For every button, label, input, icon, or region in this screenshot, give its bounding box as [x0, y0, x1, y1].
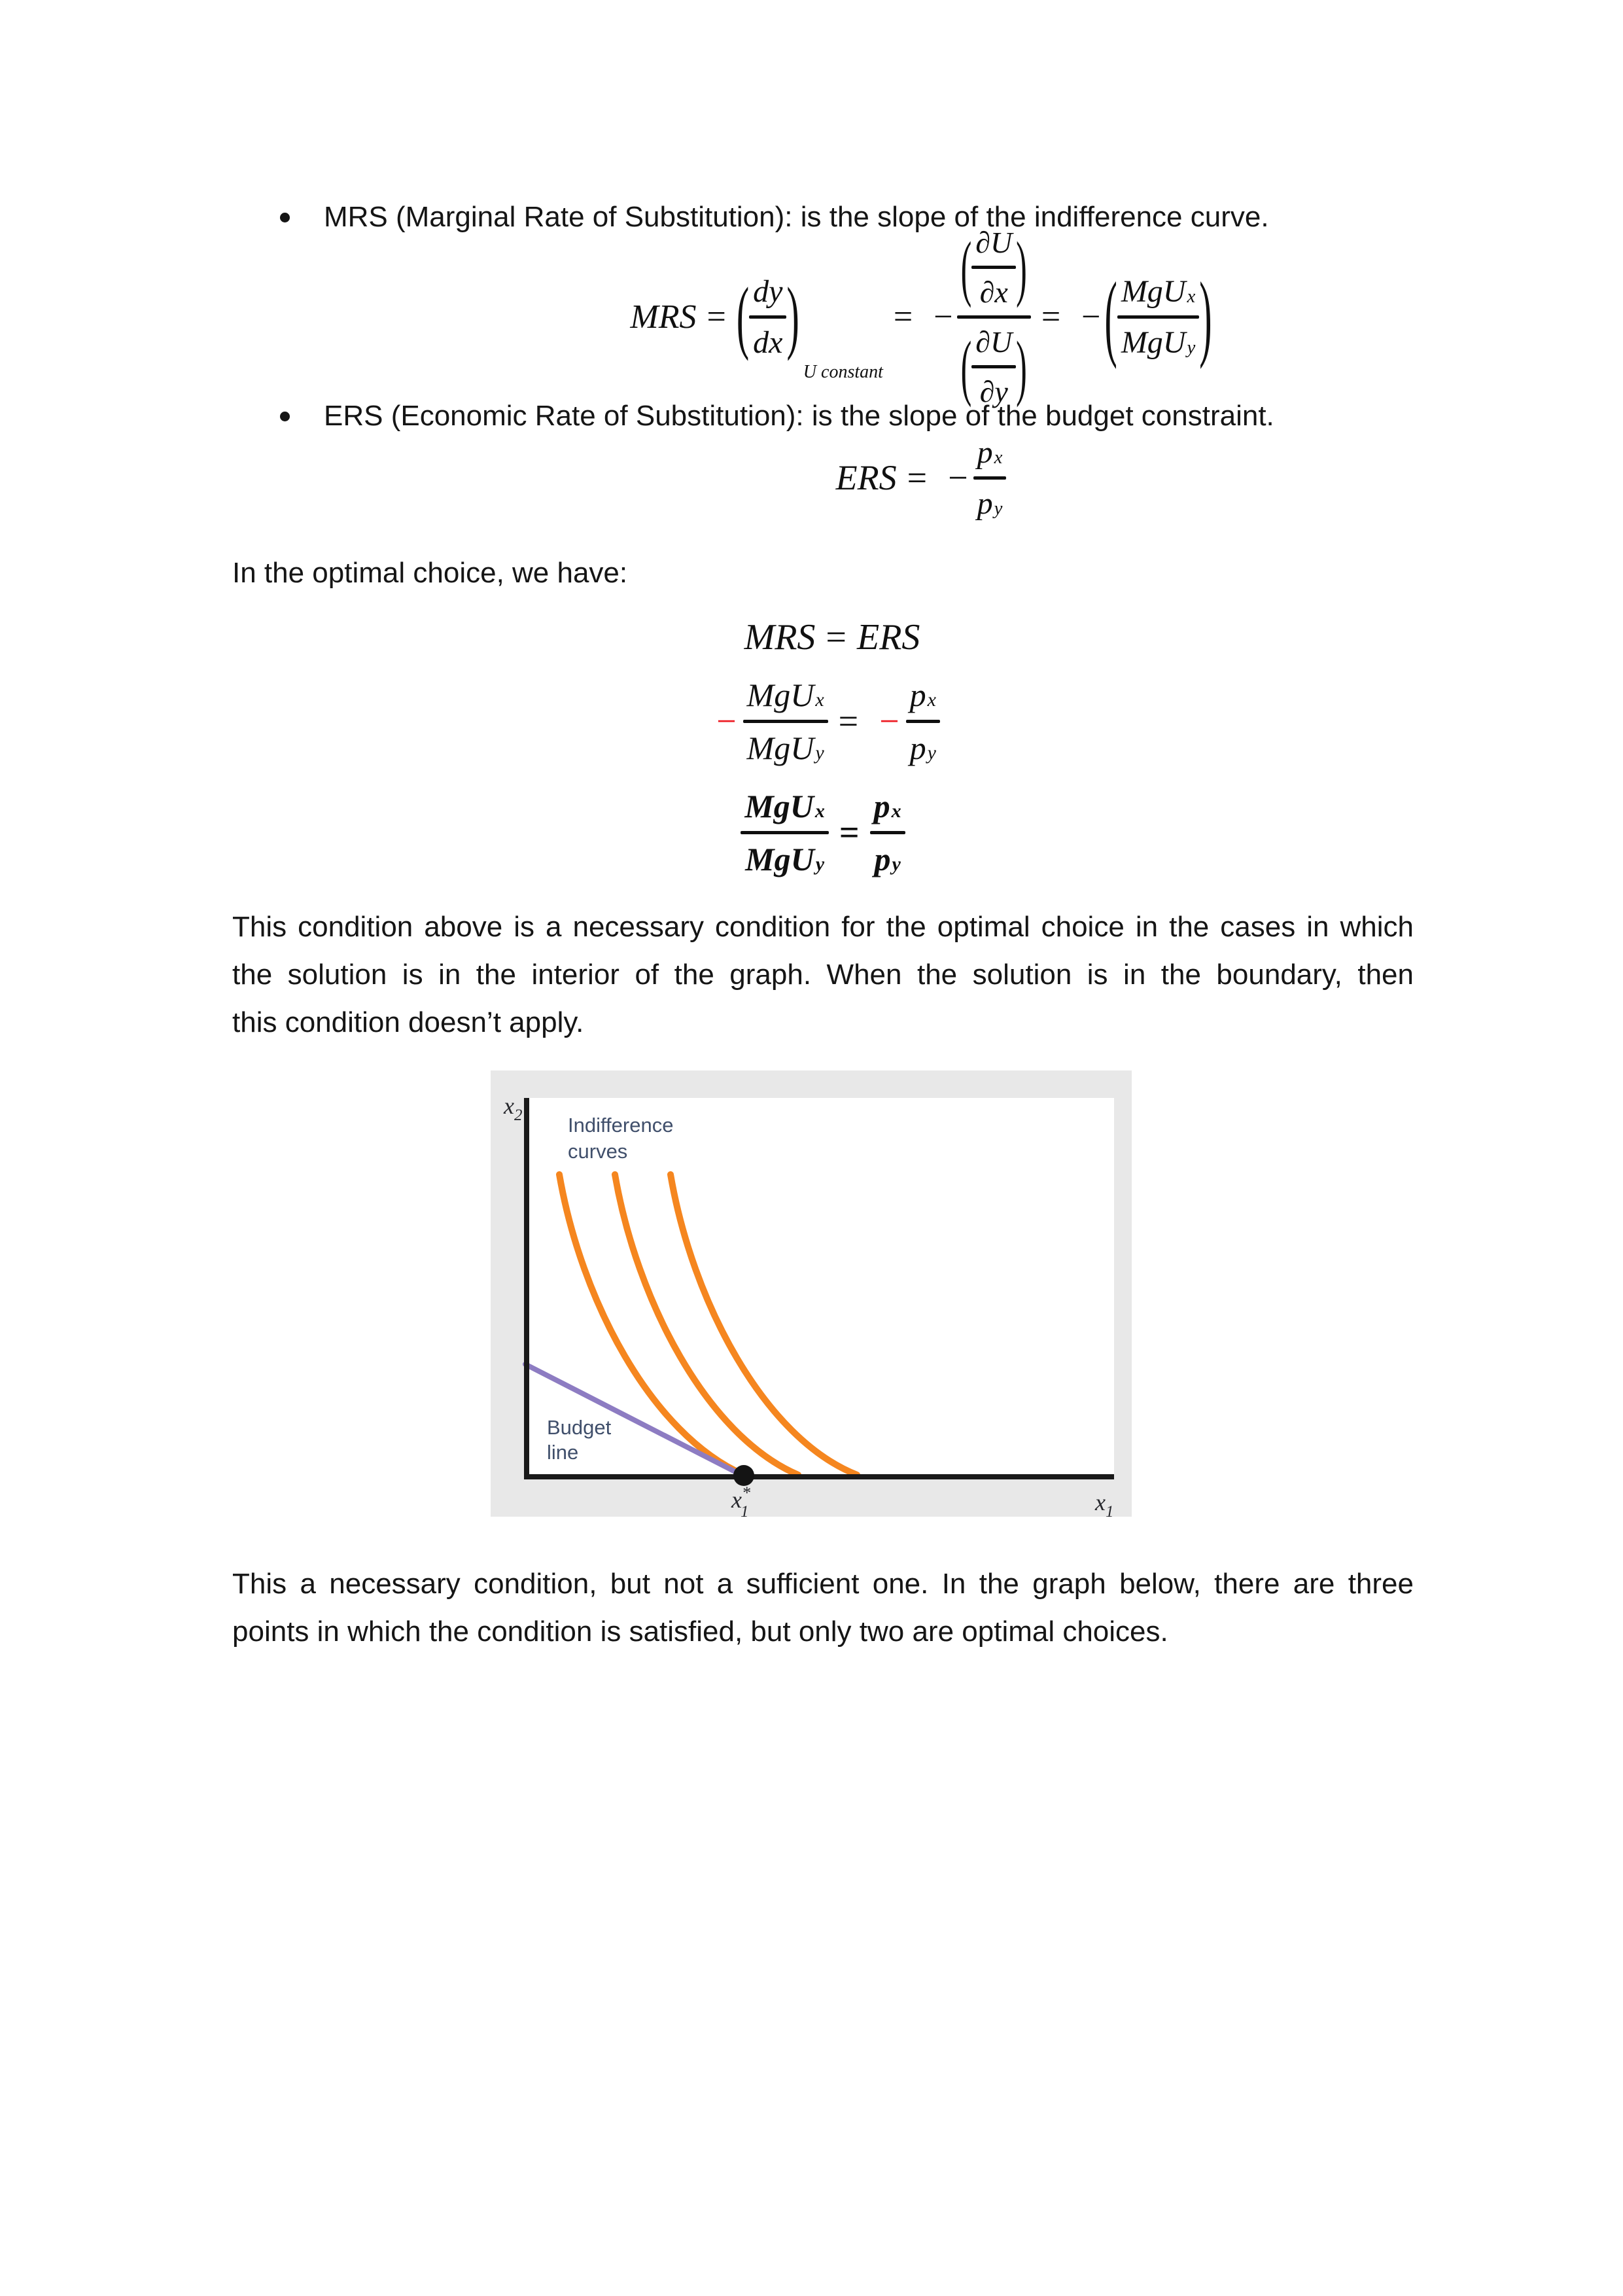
paragraph-line: the solution is in the interior of the graph. When the solution is in the boundary, then — [232, 959, 1414, 991]
math-p: p — [977, 486, 993, 521]
fraction-bar — [971, 266, 1016, 269]
math-ers: ERS — [835, 458, 897, 497]
math-mgu: MgU — [746, 729, 814, 766]
budget-label-line2: line — [547, 1441, 579, 1464]
math-partial-u: ∂U — [975, 325, 1013, 359]
dy-dx-group — [736, 270, 883, 382]
math-dy: dy — [753, 274, 783, 309]
bullet-dot — [280, 213, 290, 222]
math-equals: = — [707, 298, 726, 336]
bullet-item-mrs — [280, 198, 1269, 237]
math-dx: dx — [753, 325, 783, 360]
mgu-fraction: MgU x MgU y — [741, 787, 829, 878]
optimal-label-star: * — [741, 1483, 750, 1502]
y-axis-label-sub: 2 — [514, 1106, 523, 1124]
math-minus-red: − — [879, 701, 899, 741]
mgu-ratio-group — [1104, 261, 1212, 370]
math-mgu: MgU — [745, 840, 814, 877]
mgu-ratio-equation-red — [232, 675, 1414, 767]
fraction-bar — [743, 720, 828, 723]
math-partial-y: ∂y — [979, 374, 1008, 408]
ers-formula — [232, 432, 1512, 523]
x-axis-label-x: x — [1095, 1489, 1106, 1515]
paragraph-necessary-condition — [232, 903, 1414, 1046]
right-paren: ) — [786, 270, 799, 362]
left-paren: ( — [1104, 261, 1117, 370]
budget-line-label-line2 — [547, 1441, 578, 1464]
math-mgu: MgU — [744, 787, 814, 824]
fraction-bar — [749, 315, 786, 319]
indifference-curves-label — [568, 1114, 673, 1137]
right-paren: ) — [1016, 325, 1027, 408]
math-equals: = — [838, 701, 859, 741]
fraction-bar — [971, 365, 1016, 368]
math-mgu: MgU — [1121, 325, 1186, 360]
paragraph-line: points in which the condition is satisfied, but only two are optimal choices. — [232, 1616, 1168, 1648]
math-equals: = — [1041, 298, 1061, 336]
math-equals: = — [839, 813, 860, 852]
math-partial-x: ∂x — [979, 275, 1008, 309]
optimal-label-sub: 1 — [740, 1503, 749, 1517]
optimal-choice-intro: In the optimal choice, we have: — [232, 557, 628, 589]
du-dx-fraction — [971, 225, 1016, 309]
x-axis-label-sub: 1 — [1105, 1503, 1114, 1517]
indifference-label-line1: Indifference — [568, 1114, 674, 1137]
math-p: p — [909, 676, 926, 713]
math-mrs: MRS — [744, 617, 816, 658]
optimal-point-label — [731, 1483, 750, 1517]
optimal-label-x: x — [731, 1487, 742, 1513]
indifference-label-line2: curves — [568, 1140, 628, 1163]
y-axis-label-x: x — [504, 1093, 514, 1119]
bullet-text-mrs: MRS (Marginal Rate of Substitution): is the slope of the indifference curve. — [324, 201, 1269, 233]
paragraph-sufficient-condition — [232, 1560, 1414, 1655]
fraction-bar — [741, 831, 829, 834]
u-constant-subscript: U constant — [803, 361, 883, 382]
indifference-curves-label-line2 — [568, 1140, 627, 1163]
budget-label-line1: Budget — [547, 1416, 612, 1439]
math-equals: = — [826, 617, 847, 658]
px-py-fraction: p x p y — [906, 676, 940, 767]
budget-line-label — [547, 1416, 612, 1439]
math-p: p — [873, 787, 890, 824]
px-py-fraction: p x p y — [870, 787, 905, 878]
math-p: p — [874, 840, 891, 877]
paragraph-line: This condition above is a necessary condition for the optimal choice in the cases in which — [232, 911, 1414, 943]
bullet-dot — [280, 412, 290, 421]
bullet-text-ers: ERS (Economic Rate of Substitution): is the slope of the budget constraint. — [324, 400, 1274, 432]
dy-dx-fraction — [749, 274, 786, 361]
partials-fraction — [957, 225, 1031, 409]
fraction-bar — [906, 720, 940, 723]
px-py-fraction: p x p y — [973, 434, 1007, 521]
fraction-bar — [973, 476, 1007, 480]
math-equals: = — [893, 298, 913, 336]
fraction-bar — [957, 315, 1031, 319]
figure-boundary-optimum — [491, 1070, 1132, 1517]
right-paren: ) — [1199, 261, 1212, 370]
right-paren: ) — [1016, 226, 1027, 308]
math-minus: − — [948, 458, 968, 497]
bullet-item-ers — [280, 397, 1274, 436]
mgu-fraction: MgU x MgU y — [743, 676, 828, 767]
math-equals: = — [907, 458, 928, 497]
left-paren: ( — [960, 226, 972, 308]
math-mgu: MgU — [746, 676, 814, 713]
mrs-formula — [232, 225, 1512, 408]
math-minus: − — [934, 298, 953, 336]
mgu-fraction: MgU x MgU y — [1117, 274, 1199, 361]
math-partial-u: ∂U — [975, 225, 1013, 259]
math-p: p — [977, 434, 993, 470]
math-mrs: MRS — [630, 298, 697, 336]
fraction-bar — [1117, 315, 1199, 319]
math-ers: ERS — [857, 617, 920, 658]
paragraph-line: this condition doesn’t apply. — [232, 1006, 584, 1038]
mrs-equals-ers — [232, 616, 1423, 658]
math-minus-red: − — [716, 701, 737, 741]
left-paren: ( — [736, 270, 750, 362]
math-p: p — [909, 729, 926, 766]
math-minus: − — [1081, 298, 1101, 336]
figure-canvas — [491, 1070, 1132, 1517]
du-dx-group — [961, 225, 1027, 309]
fraction-bar — [870, 831, 905, 834]
left-paren: ( — [960, 325, 972, 408]
math-mgu: MgU — [1121, 274, 1186, 309]
mgu-ratio-equation-bold — [232, 786, 1414, 878]
paragraph-line: This a necessary condition, but not a sufficient one. In the graph below, there are three — [232, 1568, 1414, 1600]
